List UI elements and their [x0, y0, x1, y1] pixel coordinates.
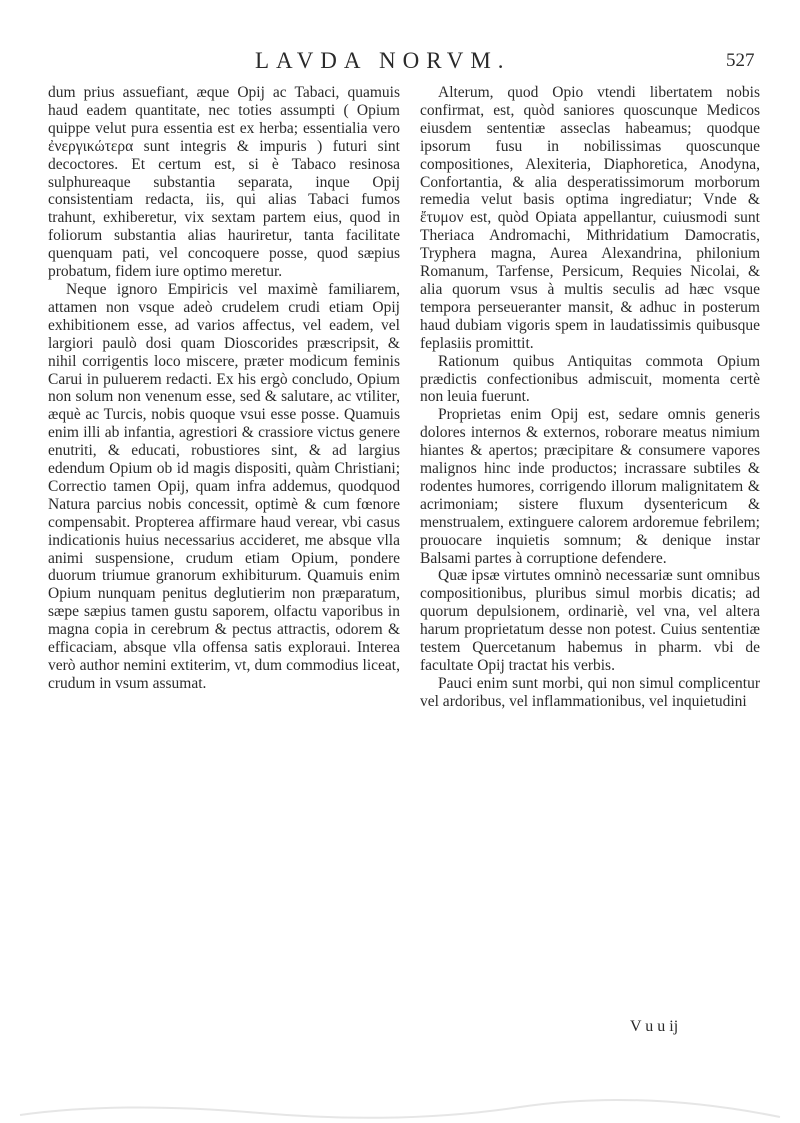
catchword: V u u ij [630, 1018, 679, 1035]
right-paragraph-5: Pauci enim sunt morbi, qui non simul complicentur vel ardoribus, vel inflammationibus, vel inquietudini [420, 674, 760, 710]
running-title: LAVDA NORVM. [255, 48, 511, 73]
page-number: 527 [726, 50, 755, 71]
paper-smudge-mark [0, 1095, 800, 1123]
left-paragraph-2: Neque ignoro Empiricis vel maximè familiarem, attamen non vsque adeò crudelem crudi etiam Opij exhibitionem esse, ad varios affectus, vel eadem, vel largiori paulò dosi quam Dioscorides præscripsit, & nihil corrigentis loco miscere, præter modicum feminis Carui in puluerem redacti. Ex his ergò concludo, Opium non solum non venenum esse, sed & salutare, ac vtiliter, æquè ac Turcis, nobis quoque vsui esse posse. Quamuis enim illi ab infantia, agrestiori & crassiore victus genere enutriti, & educati, robustiores sint, & ad largius edendum Opium ob id magis dispositi, quàm Christiani; Correctio tamen Opij, quam infra addemus, quodquod Natura parcius nobis concessit, optimè & cum fœnore compensabit. Propterea affirmare haud verear, vbi casus indicationis huius necessarius accideret, me absque vlla animi suspensione, crudum etiam Opium, pondere duorum triumue granorum exhibiturum. Quamuis enim Opium nunquam penitus deglutierim non præparatum, sæpe sæpius tamen gustu saporem, olfactu vaporibus in magna copia in cerebrum & pectus attractis, odorem & efficaciam, absque vlla offensa satis exploraui. Interea verò author nemini extiterim, vt, dum commodius liceat, crudum in vsum assumat. [48, 280, 400, 692]
left-paragraph-1: dum prius assuefiant, æque Opij ac Tabaci, quamuis haud eadem quantitate, nec toties assumpti ( Opium quippe velut pura essentia est ex herba; essentialia vero ἐνεργικώτερα sunt integris & impuris ) futuri sint decoctores. Et certum est, si è Tabaco resinosa sulphureaque substantia separata, inque Opij consistentiam redacta, iis, qui alias Tabaci fumos trahunt, exhiberetur, vix sextam partem eius, quod in foliorum substantia alias hauriretur, tanta facilitate quenquam pati, vel concoquere posse, quod sæpius probatum, fidem iure optimo meretur. [48, 84, 400, 281]
right-paragraph-4: Quæ ipsæ virtutes omninò necessariæ sunt omnibus compositionibus, pluribus simul morbis dicatis; ad quorum depulsionem, ordinariè, vel vna, vel altera harum proprietatum desse non potest. Cuius sententiæ testem Quercetanum habemus in pharm. vbi de facultate Opij tractat his verbis. [420, 567, 760, 674]
right-paragraph-3: Proprietas enim Opij est, sedare omnis generis dolores internos & externos, roborare meatus nimium hiantes & apertos; præcipitare & consumere vapores malignos hinc inde productos; incrassare subtiles & rodentes humores, corrigendo illorum malignitatem & acrimoniam; sistere fluxum dysentericum & menstrualem, extinguere calorem ardoremue febrilem; prouocare inquietis somnum; & denique instar Balsami partes à corruptione defendere. [420, 406, 760, 567]
right-paragraph-2: Rationum quibus Antiquitas commota Opium prædictis confectionibus admiscuit, momenta certè non leuia fuerunt. [420, 352, 760, 406]
running-header [0, 48, 800, 84]
right-column [420, 84, 760, 711]
left-column [48, 84, 400, 693]
right-paragraph-1: Alterum, quod Opio vtendi libertatem nobis confirmat, est, quòd saniores quoscunque Medicos eiusdem sententiæ asseclas habeamus; quodque ipsorum fusu in nobilissimas quoscunque compositiones, Alexiteria, Diaphoretica, Anodyna, Confortantia, & alia desperatissimorum morborum remedia velut basis optima ingrediatur; Vnde & ἔτυμον est, quòd Opiata appellantur, cuiusmodi sunt Theriaca Andromachi, Mithridatium Damocratis, Tryphera magna, Aurea Alexandrina, philonium Romanum, Tarfense, Persicum, Requies Nicolai, & alia quorum vsus à multis seculis ad hæc vsque tempora perseueranter mansit, & adhuc in posterum haud dubiam vigoris spem in laudatissimis quibusque feplasiis promittit. [420, 84, 760, 352]
